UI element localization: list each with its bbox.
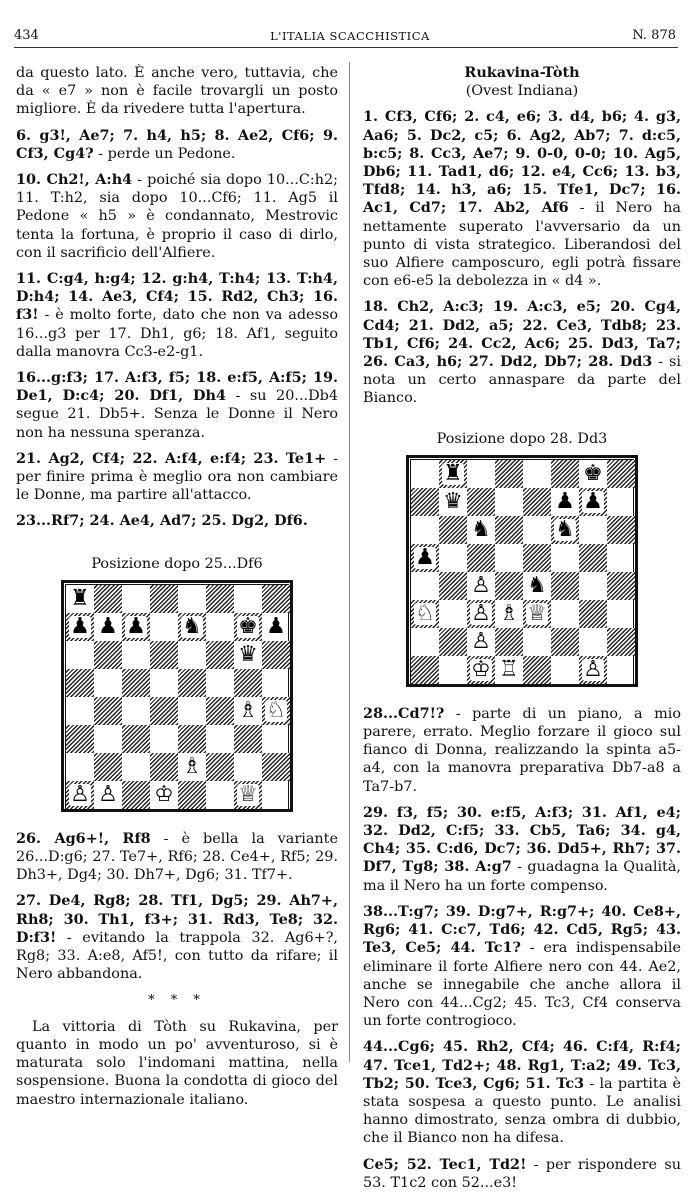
board-square	[66, 641, 94, 669]
board-square	[94, 725, 122, 753]
white-pawn-icon: ♙	[70, 781, 90, 807]
comment: - si nota un certo annaspare da parte del Bianco.	[363, 354, 681, 407]
board-square	[467, 544, 495, 572]
paragraph	[16, 171, 338, 262]
board-square	[206, 641, 234, 669]
white-pawn-icon: ♙	[98, 781, 118, 807]
moves: 1. Cf3, Cf6; 2. c4, e6; 3. d4, b6; 4. g3, Aa6; 5. Dc2, c5; 6. Ag2, Ab7; 7. d:c5, b:c5; 8. Cc3, Ae7; 9. 0-0, 0-0; 10. Ag5, Db6; 11. Tad1, d6; 12. e4, Cc6; 13. b3, Tfd8; 14. h3, a6; 15. Tfe1, Dc7; 16. Ac1, Cd7; 17. Ab2, Af6	[363, 108, 681, 217]
board-square	[122, 641, 150, 669]
paragraph	[16, 892, 338, 983]
board-square	[551, 628, 579, 656]
right-column	[363, 64, 681, 1200]
board-square	[94, 585, 122, 613]
board-square	[94, 641, 122, 669]
board-square	[411, 488, 439, 516]
board-square	[607, 516, 635, 544]
paragraph	[363, 705, 681, 796]
white-pawn-icon: ♙	[471, 628, 491, 654]
board-square	[495, 544, 523, 572]
paragraph	[363, 1156, 681, 1192]
board-square	[467, 628, 495, 656]
white-pawn-icon: ♙	[583, 656, 603, 682]
board-square	[551, 544, 579, 572]
white-pawn-icon: ♙	[471, 600, 491, 626]
black-knight-icon: ♞	[527, 572, 547, 598]
paragraph	[16, 369, 338, 442]
white-king-icon: ♔	[471, 656, 491, 682]
black-pawn-icon: ♟	[70, 613, 90, 639]
paragraph	[363, 804, 681, 895]
moves: 10. Ch2!, A:h4	[16, 171, 133, 189]
board-square	[234, 781, 262, 809]
black-pawn-icon: ♟	[415, 544, 435, 570]
diagram-caption: Posizione dopo 25...Df6	[91, 555, 263, 572]
board-square	[122, 753, 150, 781]
board-square	[150, 613, 178, 641]
comment: - il Nero ha nettamente superato l'avversario da un punto di vista strategico. Liberandosi del suo Alfiere camposcuro, egli potrà fissare con e6-e5 la debolezza in « d4 ».	[363, 200, 681, 290]
board-square	[551, 488, 579, 516]
board-square	[467, 460, 495, 488]
board-square	[234, 669, 262, 697]
moves: 21. Ag2, Cf4; 22. A:f4, e:f4; 23. Te1+	[16, 449, 327, 467]
paragraph	[363, 903, 681, 1030]
chess-diagram-1	[61, 580, 293, 812]
paragraph	[16, 830, 338, 885]
board-square	[495, 572, 523, 600]
board-square	[411, 656, 439, 684]
board-square	[262, 641, 290, 669]
board-square	[439, 460, 467, 488]
section-separator: * * *	[148, 992, 206, 1008]
white-queen-icon: ♕	[527, 600, 547, 626]
moves: 16...g:f3; 17. A:f3, f5; 18. e:f5, A:f5; 19. De1, D:c4; 20. Df1, Dh4	[16, 369, 338, 405]
comment: - perde un Pedone.	[93, 145, 236, 162]
journal-title: L'ITALIA SCACCHISTICA	[270, 29, 430, 43]
board-square	[411, 600, 439, 628]
board-square	[178, 585, 206, 613]
board-square	[150, 753, 178, 781]
black-pawn-icon: ♟	[266, 613, 286, 639]
board-square	[439, 600, 467, 628]
board-square	[234, 585, 262, 613]
board-square	[94, 669, 122, 697]
board-square	[122, 669, 150, 697]
board-square	[607, 600, 635, 628]
paragraph	[363, 298, 681, 407]
moves: Ce5; 52. Tec1, Td2!	[363, 1155, 527, 1173]
board-square	[551, 460, 579, 488]
left-column	[16, 64, 338, 1117]
black-queen-icon: ♛	[443, 488, 463, 514]
board-square	[523, 628, 551, 656]
moves: 38...T:g7; 39. D:g7+, R:g7+; 40. Ce8+, Rg6; 41. C:c7, Td6; 42. Cd5, Rg5; 43. Te3, Ce5; 44. Tc1?	[363, 902, 681, 957]
board-square	[579, 488, 607, 516]
black-rook-icon: ♜	[70, 585, 90, 611]
white-queen-icon: ♕	[238, 781, 258, 807]
board-square	[607, 460, 635, 488]
board-square	[579, 572, 607, 600]
board-square	[439, 572, 467, 600]
comment: - parte di un piano, a mio parere, errato. Meglio forzare il gioco sul fianco di Donna, realizzando la spinta a5-a4, con la manovra preparativa Db7-a8 a Ta7-b7.	[363, 705, 681, 795]
paragraph	[363, 108, 681, 290]
board-square	[206, 725, 234, 753]
board-square	[495, 628, 523, 656]
white-bishop-icon: ♗	[238, 697, 258, 723]
board-square	[150, 641, 178, 669]
board-square	[439, 488, 467, 516]
board-square	[551, 656, 579, 684]
board-square	[411, 572, 439, 600]
board-square	[467, 572, 495, 600]
board-square	[523, 544, 551, 572]
comment: - per finire prima è meglio ora non cambiare le Donne, ma partire all'attacco.	[16, 450, 339, 504]
white-bishop-icon: ♗	[499, 600, 519, 626]
board-square	[607, 488, 635, 516]
board-square	[523, 656, 551, 684]
issue-number: N. 878	[632, 28, 676, 43]
board-square	[234, 753, 262, 781]
board-square	[234, 725, 262, 753]
board-square	[579, 516, 607, 544]
moves: 6. g3!, Ae7; 7. h4, h5; 8. Ae2, Cf6; 9. Cf3, Cg4?	[16, 126, 338, 162]
board-square	[262, 753, 290, 781]
board-square	[411, 544, 439, 572]
board-square	[178, 641, 206, 669]
board-square	[122, 781, 150, 809]
board-square	[150, 669, 178, 697]
board-square	[122, 697, 150, 725]
paragraph	[363, 1038, 681, 1147]
board-square	[178, 781, 206, 809]
page-number: 434	[14, 28, 39, 43]
white-bishop-icon: ♗	[182, 753, 202, 779]
paragraph	[16, 450, 338, 505]
board-square	[206, 697, 234, 725]
black-king-icon: ♚	[238, 613, 258, 639]
comment: - è bella la variante 26...D:g6; 27. Te7+, Rf6; 28. Ce4+, Rf5; 29. Dh3+, Dg4; 30. Dh7+, Dg6; 31. Tf7+.	[16, 830, 338, 884]
board-square	[66, 753, 94, 781]
board-square	[206, 781, 234, 809]
board-square	[523, 600, 551, 628]
board-square	[206, 585, 234, 613]
board-square	[94, 781, 122, 809]
board-square	[178, 753, 206, 781]
chess-diagram-2	[406, 455, 638, 687]
paragraph	[16, 512, 338, 530]
board-square	[551, 516, 579, 544]
board-square	[579, 628, 607, 656]
board-square	[150, 585, 178, 613]
paragraph	[16, 270, 338, 361]
board-square	[66, 585, 94, 613]
board-square	[439, 544, 467, 572]
board-square	[262, 781, 290, 809]
board-square	[467, 516, 495, 544]
black-pawn-icon: ♟	[555, 488, 575, 514]
board-square	[206, 669, 234, 697]
white-knight-icon: ♘	[415, 600, 435, 626]
board-square	[206, 753, 234, 781]
board-square	[523, 460, 551, 488]
black-pawn-icon: ♟	[583, 488, 603, 514]
black-queen-icon: ♛	[238, 641, 258, 667]
white-knight-icon: ♘	[266, 697, 286, 723]
board-square	[262, 697, 290, 725]
moves: 11. C:g4, h:g4; 12. g:h4, T:h4; 13. T:h4, D:h4; 14. Ae3, Cf4; 15. Rd2, Ch3; 16. f3!	[16, 270, 338, 324]
board-square	[467, 488, 495, 516]
board-square	[411, 516, 439, 544]
board-square	[551, 600, 579, 628]
black-pawn-icon: ♟	[98, 613, 118, 639]
board-square	[495, 600, 523, 628]
column-divider	[349, 62, 350, 1062]
board-square	[607, 656, 635, 684]
moves: 18. Ch2, A:c3; 19. A:c3, e5; 20. Cg4, Cd4; 21. Dd2, a5; 22. Ce3, Tdb8; 23. Tb1, Cf6; 24. Cc2, Ac6; 25. Dd3, Ta7; 26. Ca3, h6; 27. Dd2, Db7; 28. Dd3	[363, 298, 681, 371]
board-square	[579, 600, 607, 628]
white-rook-icon: ♖	[499, 656, 519, 682]
board-square	[66, 725, 94, 753]
moves: 44...Cg6; 45. Rh2, Cf4; 46. C:f4, R:f4; 47. Tce1, Td2+; 48. Rg1, T:a2; 49. Tc3, Tb2; 50. Tce3, Cg6; 51. Tc3	[363, 1038, 681, 1092]
comment: - per rispondere su 53. T1c2 con 52...e3!	[363, 1156, 681, 1191]
game-title: Rukavina-Tòth	[464, 64, 580, 81]
board-square	[411, 460, 439, 488]
comment: - evitando la trappola 32. Ag6+?, Rg8; 33. A:e8, Af5!, con tutto da rifare; il Nero abbandona.	[16, 929, 338, 983]
comment: - era indispensabile eliminare il forte Alfiere nero con 44. Ae2, anche se innegabile che anche allora il Nero con 44...Cg2; 45. Tc3, Cf4 conserva un forte controgioco.	[363, 940, 681, 1030]
board-square	[94, 613, 122, 641]
black-knight-icon: ♞	[471, 516, 491, 542]
board-square	[579, 460, 607, 488]
board-square	[234, 641, 262, 669]
moves: 28...Cd7!?	[363, 704, 445, 722]
board-square	[439, 516, 467, 544]
header-rule	[14, 47, 678, 48]
board-square	[551, 572, 579, 600]
board-square	[262, 585, 290, 613]
game-opening: (Ovest Indiana)	[465, 83, 579, 100]
running-header	[0, 28, 700, 46]
diagram-caption: Posizione dopo 28. Dd3	[436, 430, 608, 447]
moves: 26. Ag6+!, Rf8	[16, 829, 151, 847]
board-square	[66, 697, 94, 725]
board-square	[178, 725, 206, 753]
comment: - è molto forte, dato che non va adesso 16...g3 per 17. Dh1, g6; 18. Af1, seguito dalla manovra Cc3-e2-g1.	[16, 307, 338, 360]
moves: 29. f3, f5; 30. e:f5, A:f3; 31. Af1, e4; 32. Dd2, C:f5; 33. Cb5, Ta6; 34. g4, Ch4; 35. C:d6, Dc7; 36. Dd5+, Rh7; 37. Df7, Tg8; 38. A:g7	[363, 803, 681, 876]
black-rook-icon: ♜	[443, 460, 463, 486]
board-square	[607, 544, 635, 572]
paragraph	[16, 127, 338, 163]
board-square	[94, 753, 122, 781]
moves: 23...Rf7; 24. Ae4, Ad7; 25. Dg2, Df6.	[16, 512, 308, 530]
board-square	[579, 656, 607, 684]
board-square	[467, 656, 495, 684]
board-square	[495, 516, 523, 544]
board-square	[178, 613, 206, 641]
board-square	[607, 572, 635, 600]
board-square	[495, 460, 523, 488]
board-square	[66, 613, 94, 641]
board-square	[467, 600, 495, 628]
board-square	[150, 697, 178, 725]
board-square	[262, 725, 290, 753]
board-square	[579, 544, 607, 572]
moves: 27. De4, Rg8; 28. Tf1, Dg5; 29. Ah7+, Rh8; 30. Th1, f3+; 31. Rd3, Te8; 32. D:f3!	[16, 892, 338, 946]
board-square	[262, 613, 290, 641]
board-square	[439, 628, 467, 656]
board-square	[178, 697, 206, 725]
board-square	[234, 613, 262, 641]
board-square	[206, 613, 234, 641]
board-square	[150, 725, 178, 753]
board-square	[262, 669, 290, 697]
board-square	[523, 572, 551, 600]
white-king-icon: ♔	[154, 781, 174, 807]
board-square	[607, 628, 635, 656]
board-square	[495, 488, 523, 516]
board-square	[66, 781, 94, 809]
black-knight-icon: ♞	[555, 516, 575, 542]
board-square	[122, 725, 150, 753]
board-square	[122, 613, 150, 641]
comment: - poiché sia dopo 10...C:h2; 11. T:h2, sia dopo 10...Cf6; 11. Ag5 il Pedone « h5 » è condannato, Mestrovic tenta la fortuna, è proprio il caso di dirlo, con il sacrificio dell'Alfiere.	[16, 172, 339, 261]
board-square	[523, 516, 551, 544]
paragraph: La vittoria di Tòth su Rukavina, per quanto in modo un po' avventuroso, si è maturata solo l'indomani mattina, nella sospensione. Buona la condotta di gioco del maestro internazionale italiano.	[16, 1018, 338, 1108]
board-square	[66, 669, 94, 697]
board-square	[178, 669, 206, 697]
board-square	[411, 628, 439, 656]
board-square	[523, 488, 551, 516]
white-pawn-icon: ♙	[471, 572, 491, 598]
comment: - guadagna la Qualità, ma il Nero ha un forte compenso.	[363, 859, 681, 894]
board-square	[150, 781, 178, 809]
board-square	[122, 585, 150, 613]
black-king-icon: ♚	[583, 460, 603, 486]
black-pawn-icon: ♟	[126, 613, 146, 639]
board-square	[234, 697, 262, 725]
paragraph: da questo lato. È anche vero, tuttavia, che da « e7 » non è facile trovargli un posto migliore. È da rivedere tutta l'apertura.	[16, 65, 338, 118]
comment: - su 20...Db4 segue 21. Db5+. Senza le Donne il Nero non ha nessuna speranza.	[16, 388, 339, 441]
board-square	[439, 656, 467, 684]
comment: - la partita è stata sospesa a questo punto. Le analisi hanno dimostrato, senza ombra di dubbio, che il Bianco non ha difesa.	[363, 1075, 682, 1147]
board-square	[495, 656, 523, 684]
board-square	[94, 697, 122, 725]
black-knight-icon: ♞	[182, 613, 202, 639]
